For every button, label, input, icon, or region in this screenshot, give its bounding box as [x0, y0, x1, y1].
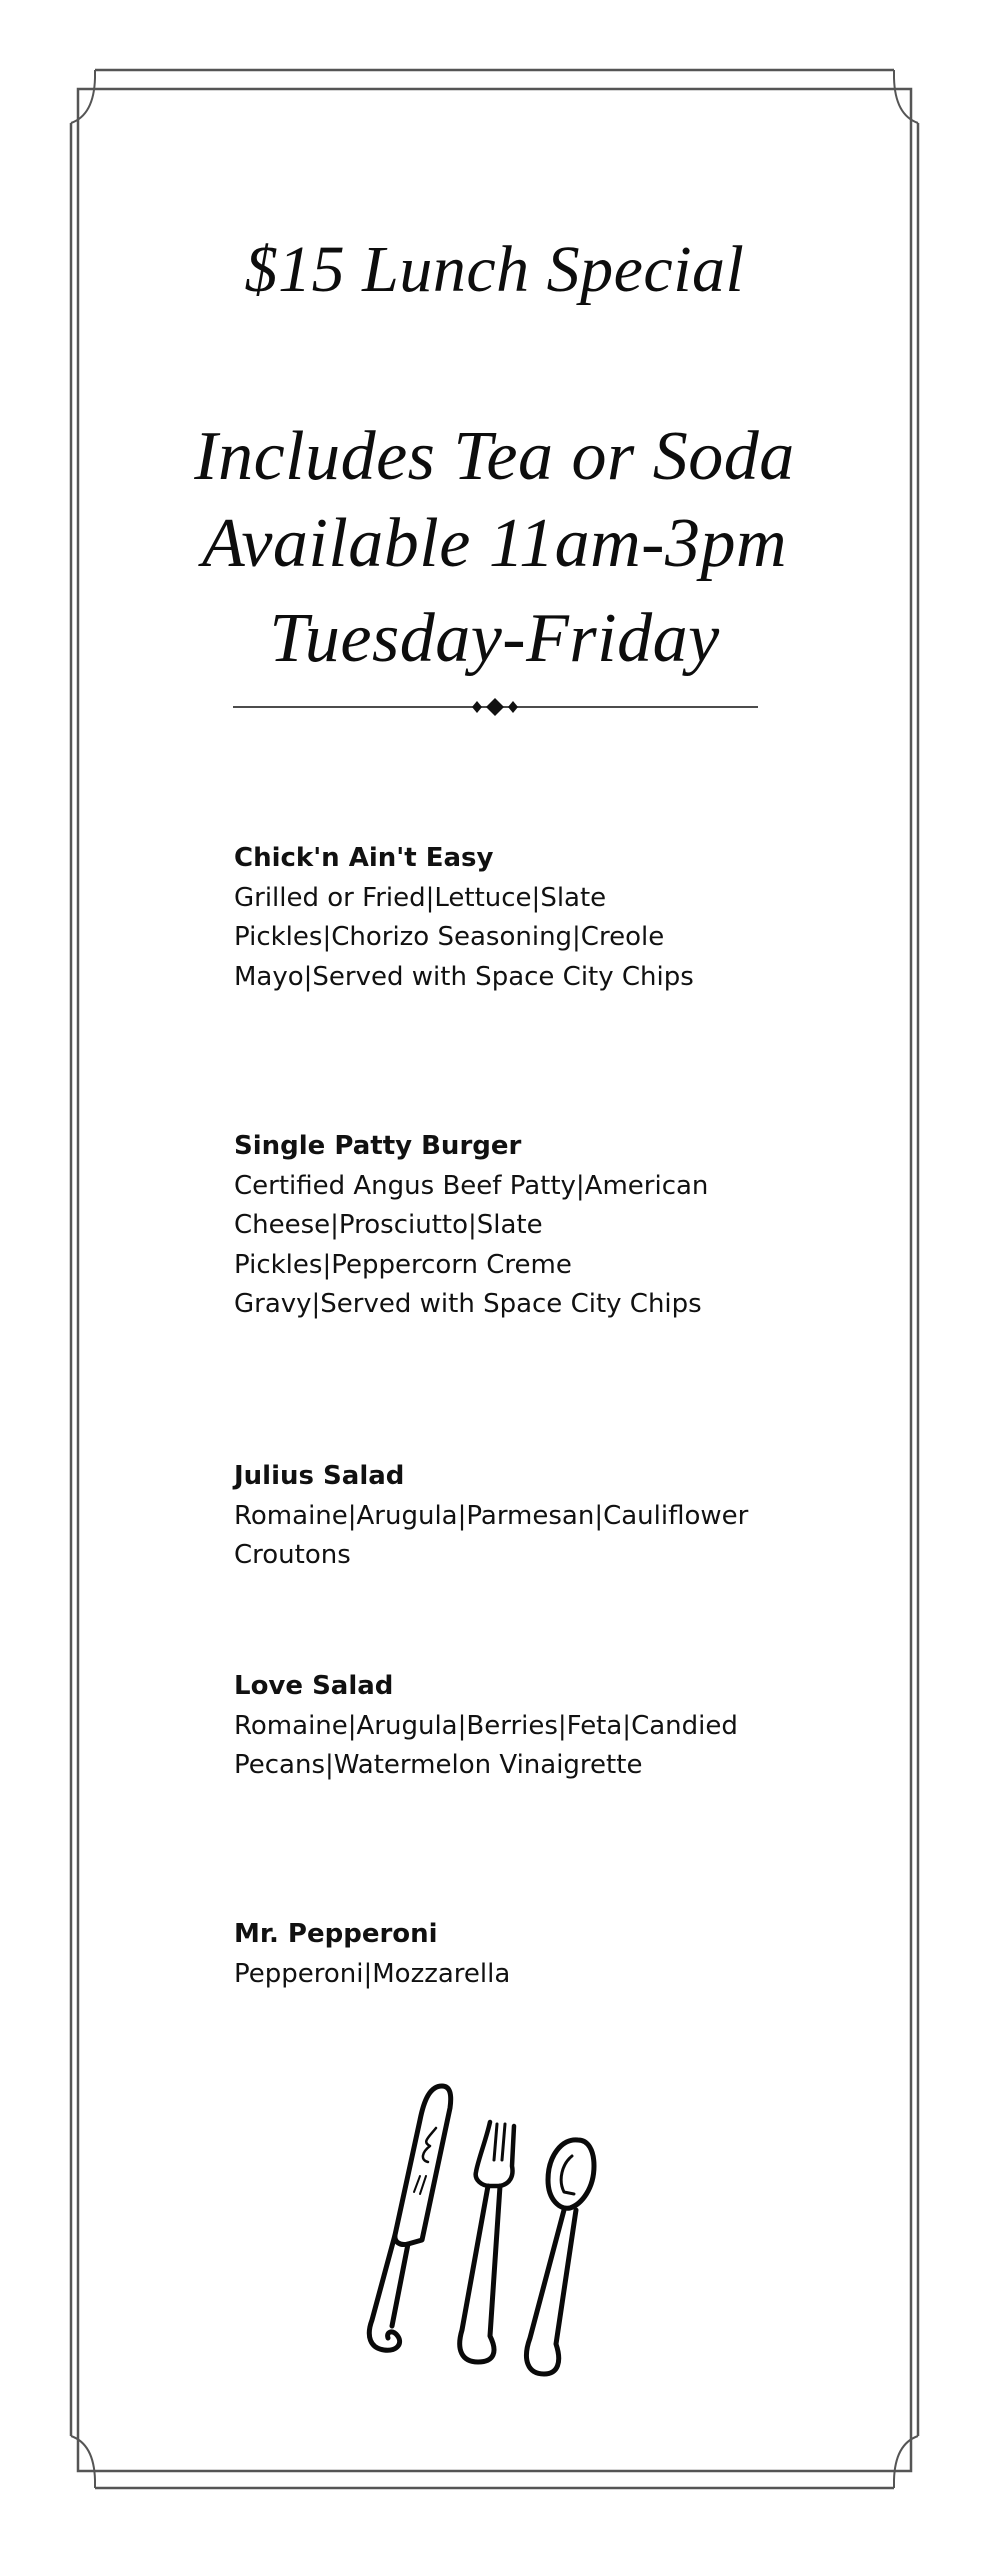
subtitle-days: Tuesday-Friday — [269, 600, 720, 677]
menu-item-mr-pepperoni — [234, 1915, 754, 1994]
menu-item-love-salad — [234, 1667, 754, 1786]
item-description: Grilled or Fried|Lettuce|Slate Pickles|Chorizo Seasoning|Creole Mayo|Served with Space City Chips — [234, 882, 694, 992]
item-name: Love Salad — [234, 1671, 394, 1701]
menu-title: $15 Lunch Special — [244, 233, 745, 306]
menu-item-single-patty-burger — [234, 1127, 754, 1325]
item-name: Mr. Pepperoni — [234, 1919, 438, 1949]
menu-item-chickn-aint-easy — [234, 839, 754, 997]
subtitle-includes: Includes Tea or Soda — [194, 418, 795, 495]
item-name: Single Patty Burger — [234, 1131, 522, 1161]
item-description: Romaine|Arugula|Parmesan|Cauliflower Croutons — [234, 1500, 749, 1570]
cutlery-icon — [350, 2080, 630, 2400]
item-description: Romaine|Arugula|Berries|Feta|Candied Pecans|Watermelon Vinaigrette — [234, 1710, 738, 1780]
item-description: Certified Angus Beef Patty|American Cheese|Prosciutto|Slate Pickles|Peppercorn Creme Gravy|Served with Space City Chips — [234, 1170, 709, 1319]
subtitle-hours: Available 11am-3pm — [201, 505, 788, 582]
ornamental-divider — [0, 0, 989, 800]
item-description: Pepperoni|Mozzarella — [234, 1958, 511, 1989]
item-name: Chick'n Ain't Easy — [234, 843, 494, 873]
diamond-ornament-icon — [472, 698, 518, 716]
fork-icon — [460, 2122, 514, 2362]
knife-icon — [369, 2086, 450, 2350]
menu-item-julius-salad — [234, 1457, 754, 1576]
spoon-icon — [526, 2140, 594, 2374]
item-name: Julius Salad — [234, 1461, 405, 1491]
